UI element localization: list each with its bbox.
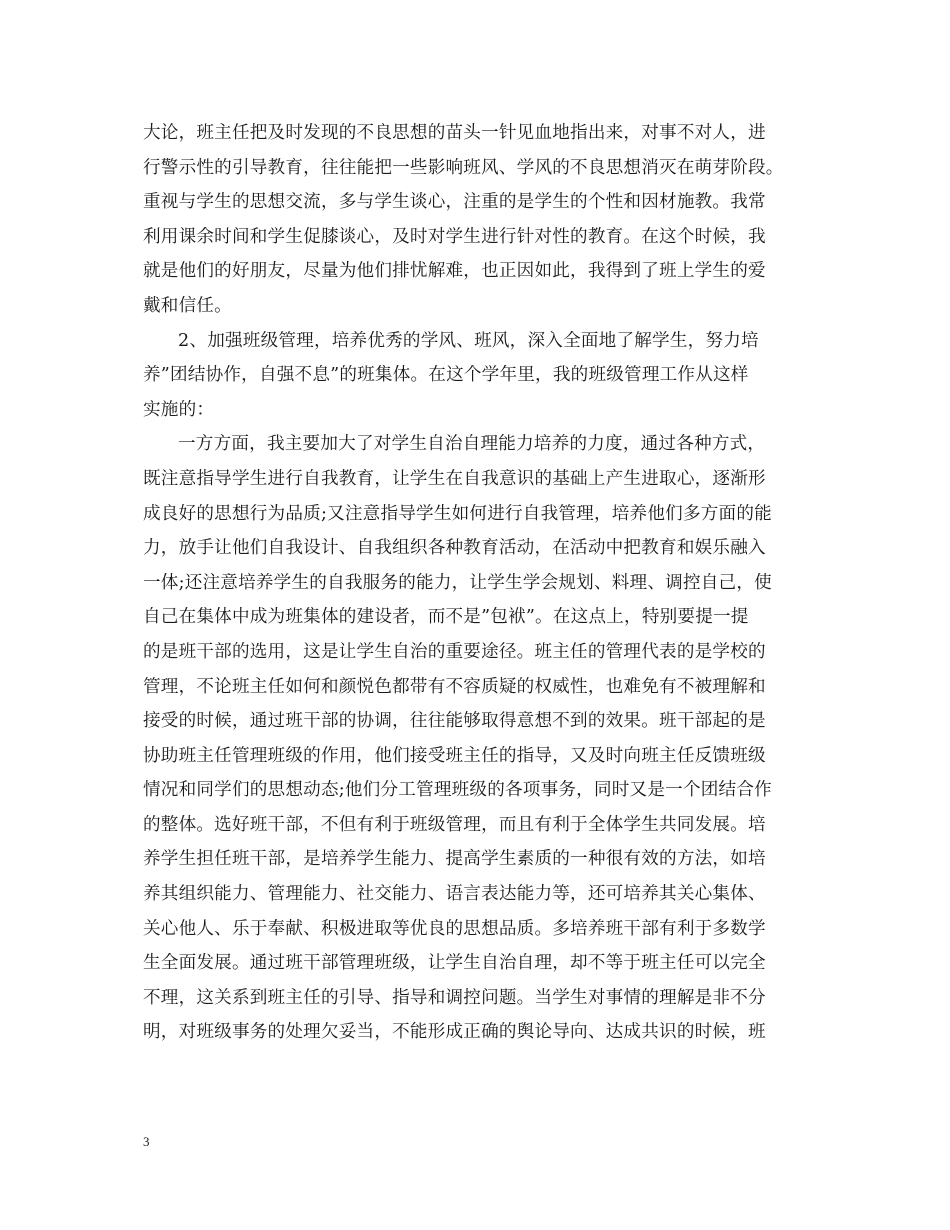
- text-line: 利用课余时间和学生促膝谈心，及时对学生进行针对性的教育。在这个时候，我: [143, 226, 766, 247]
- text-line: 明，对班级事务的处理欠妥当，不能形成正确的舆论导向、达成共识的时候，班: [143, 1022, 766, 1043]
- text-line: 重视与学生的思想交流，多与学生谈心，注重的是学生的个性和因材施教。我常: [143, 192, 766, 213]
- text-line: 情况和同学们的思想动态;他们分工管理班级的各项事务，同时又是一个团结合作: [143, 780, 772, 801]
- text-line: 戴和信任。: [143, 295, 232, 316]
- text-line: 协助班主任管理班级的作用，他们接受班主任的指导，又及时向班主任反馈班级: [143, 745, 766, 766]
- text-line: 接受的时候，通过班干部的协调，往往能够取得意想不到的效果。班干部起的是: [143, 711, 766, 732]
- text-line: 管理，不论班主任如何和颜悦色都带有不容质疑的权威性，也难免有不被理解和: [143, 676, 766, 697]
- text-line: 的是班干部的选用，这是让学生自治的重要途径。班主任的管理代表的是学校的: [143, 641, 766, 662]
- text-line: 实施的：: [143, 399, 215, 420]
- text-line: 成良好的思想行为品质;又注意指导学生如何进行自我管理，培养他们多方面的能: [143, 503, 772, 524]
- text-line: 生全面发展。通过班干部管理班级，让学生自治自理，却不等于班主任可以完全: [143, 953, 766, 974]
- text-line: 关心他人、乐于奉献、积极进取等优良的思想品质。多培养班干部有利于多数学: [143, 918, 766, 939]
- text-line: 力，放手让他们自我设计、自我组织各种教育活动，在活动中把教育和娱乐融入: [143, 538, 766, 559]
- paragraph-start-line: 2、加强班级管理，培养优秀的学风、班风，深入全面地了解学生，努力培: [178, 330, 759, 351]
- text-line: 一体;还注意培养学生的自我服务的能力，让学生学会规划、料理、调控自己，使: [143, 572, 772, 593]
- text-line: 养学生担任班干部，是培养学生能力、提高学生素质的一种很有效的方法，如培: [143, 849, 766, 870]
- text-line: 养”团结协作，自强不息”的班集体。在这个学年里，我的班级管理工作从这样: [143, 365, 749, 386]
- text-line: 的整体。选好班干部，不但有利于班级管理，而且有利于全体学生共同发展。培: [143, 814, 766, 835]
- text-line: 养其组织能力、管理能力、社交能力、语言表达能力等，还可培养其关心集体、: [143, 884, 766, 905]
- paragraph-start-line: 一方方面，我主要加大了对学生自治自理能力培养的力度，通过各种方式，: [178, 434, 766, 455]
- text-line: 大论，班主任把及时发现的不良思想的苗头一针见血地指出来，对事不对人，进: [143, 123, 766, 143]
- text-line: 不理，这关系到班主任的引导、指导和调控问题。当学生对事情的理解是非不分: [143, 987, 766, 1008]
- text-line: 行警示性的引导教育，往往能把一些影响班风、学风的不良思想消灭在萌芽阶段。: [143, 157, 784, 178]
- body-text: [143, 116, 813, 1050]
- page-number: 3: [143, 1134, 150, 1149]
- text-line: 自己在集体中成为班集体的建设者，而不是”包袱”。在这点上，特别要提一提: [143, 607, 749, 628]
- text-line: 就是他们的好朋友，尽量为他们排忧解难，也正因如此，我得到了班上学生的爱: [143, 261, 766, 282]
- text-line: 既注意指导学生进行自我教育，让学生在自我意识的基础上产生进取心，逐渐形: [143, 468, 766, 489]
